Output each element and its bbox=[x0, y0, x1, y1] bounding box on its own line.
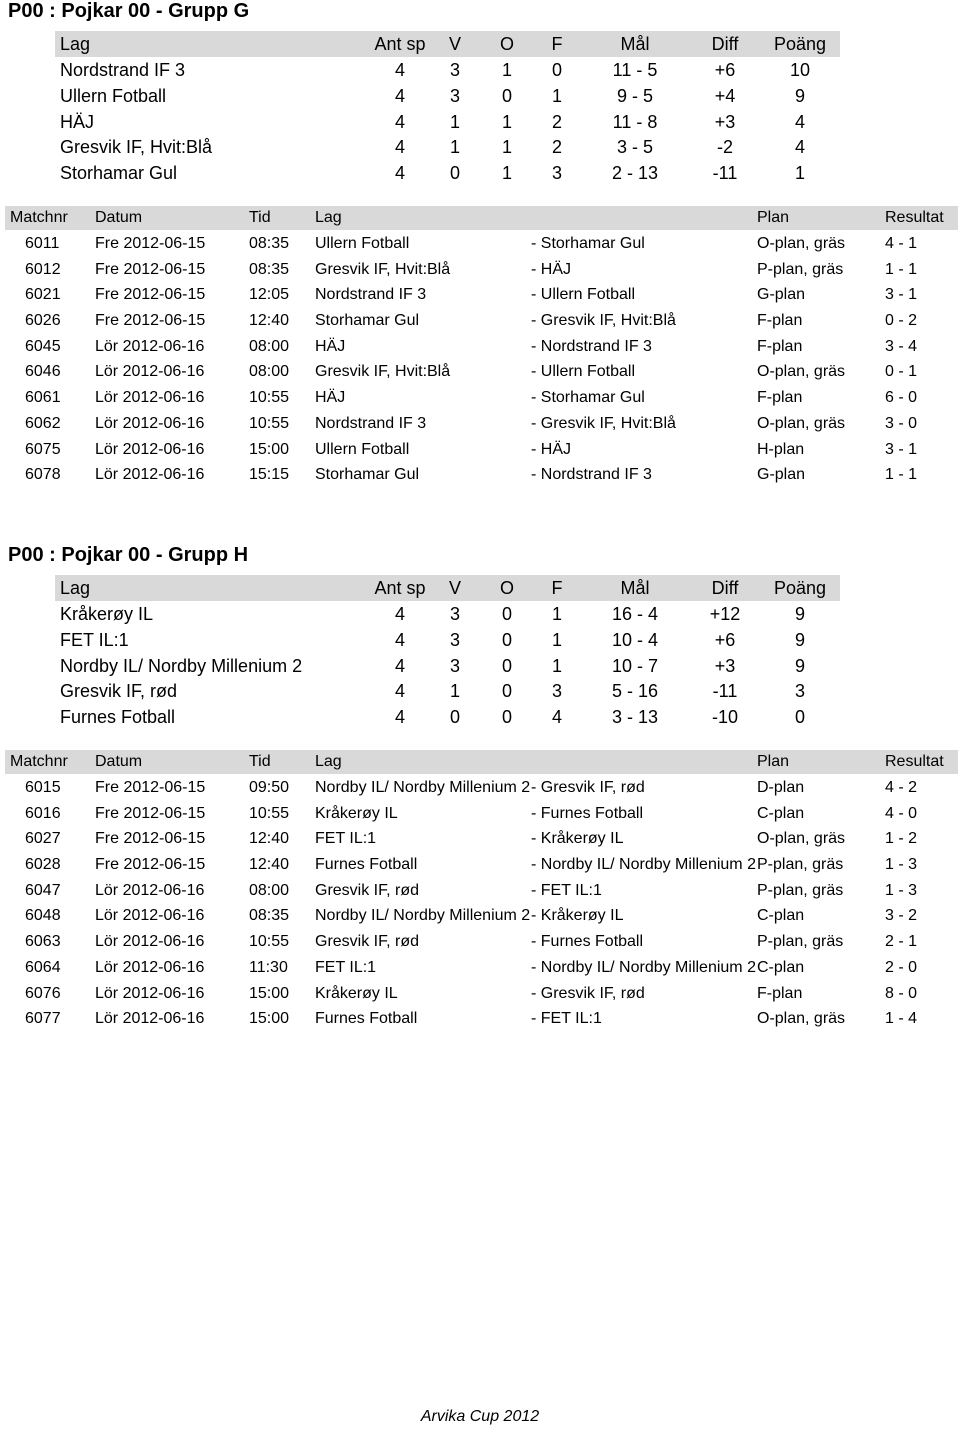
away-team-cell: - HÄJ bbox=[531, 440, 571, 458]
draws-cell: 0 bbox=[501, 681, 512, 702]
field-cell: O-plan, gräs bbox=[757, 235, 846, 252]
date-cell: Lör 2012-06-16 bbox=[95, 466, 205, 484]
points-cell: 10 bbox=[789, 60, 811, 80]
date-cell: Lör 2012-06-16 bbox=[95, 440, 205, 458]
losses-cell: 0 bbox=[551, 60, 562, 80]
goals-cell: 3 - 5 bbox=[616, 137, 654, 158]
losses-cell: 1 bbox=[551, 629, 562, 650]
losses-cell: 1 bbox=[551, 85, 562, 106]
diff-cell: -11 bbox=[712, 163, 738, 184]
result-cell: 2 - 1 bbox=[885, 933, 918, 951]
diff-cell: -11 bbox=[712, 681, 738, 702]
matchnr-cell: 6078 bbox=[25, 466, 61, 484]
match-row bbox=[5, 335, 958, 361]
date-cell: Lör 2012-06-16 bbox=[95, 958, 205, 976]
col-time: Tid bbox=[249, 209, 271, 226]
time-cell: 11:30 bbox=[249, 958, 288, 976]
diff-cell: +6 bbox=[714, 629, 736, 650]
played-cell: 4 bbox=[394, 60, 405, 80]
date-cell: Lör 2012-06-16 bbox=[95, 337, 205, 355]
wins-cell: 3 bbox=[449, 60, 460, 80]
team-cell: Kråkerøy IL bbox=[60, 604, 154, 624]
wins-cell: 0 bbox=[449, 707, 460, 728]
date-cell: Fre 2012-06-15 bbox=[95, 312, 206, 330]
draws-cell: 0 bbox=[501, 707, 512, 728]
home-team-cell: HÄJ bbox=[315, 389, 346, 407]
col-d: O bbox=[499, 34, 514, 54]
points-cell: 9 bbox=[794, 85, 805, 106]
away-team-cell: - Ullern Fotball bbox=[531, 363, 636, 381]
date-cell: Fre 2012-06-15 bbox=[95, 286, 206, 304]
field-cell: P-plan, gräs bbox=[757, 856, 844, 874]
wins-cell: 1 bbox=[449, 681, 460, 702]
date-cell: Lör 2012-06-16 bbox=[95, 1010, 205, 1028]
result-cell: 6 - 0 bbox=[885, 389, 918, 407]
away-team-cell: - Nordby IL/ Nordby Millenium 2 bbox=[531, 856, 756, 874]
home-team-cell: Nordstrand IF 3 bbox=[315, 414, 427, 432]
away-team-cell: - Nordby IL/ Nordby Millenium 2 bbox=[531, 958, 756, 976]
draws-cell: 1 bbox=[501, 60, 512, 80]
points-cell: 1 bbox=[794, 163, 805, 184]
time-cell: 12:40 bbox=[249, 312, 290, 330]
time-cell: 08:35 bbox=[249, 235, 290, 252]
col-teams: Lag bbox=[315, 209, 342, 226]
away-team-cell: - Gresvik IF, Hvit:Blå bbox=[531, 312, 676, 330]
match-row bbox=[5, 283, 958, 309]
standings-row bbox=[55, 160, 840, 186]
home-team-cell: Storhamar Gul bbox=[315, 466, 420, 484]
field-cell: D-plan bbox=[757, 779, 805, 796]
home-team-cell: Nordstrand IF 3 bbox=[315, 286, 427, 304]
team-cell: Gresvik IF, rød bbox=[60, 681, 178, 702]
played-cell: 4 bbox=[394, 163, 405, 184]
field-cell: C-plan bbox=[757, 804, 805, 822]
time-cell: 08:00 bbox=[249, 363, 290, 381]
result-cell: 3 - 1 bbox=[885, 440, 918, 458]
losses-cell: 2 bbox=[551, 137, 562, 158]
team-cell: Nordstrand IF 3 bbox=[60, 60, 186, 80]
matches-header bbox=[5, 206, 958, 230]
diff-cell: -2 bbox=[716, 137, 733, 158]
col-w: V bbox=[448, 34, 461, 54]
col-date: Datum bbox=[95, 753, 143, 770]
date-cell: Fre 2012-06-15 bbox=[95, 830, 206, 848]
away-team-cell: - Gresvik IF, rød bbox=[531, 779, 645, 796]
time-cell: 15:15 bbox=[249, 466, 290, 484]
result-cell: 3 - 2 bbox=[885, 907, 918, 925]
col-time: Tid bbox=[249, 753, 271, 770]
col-diff: Diff bbox=[711, 578, 739, 598]
away-team-cell: - FET IL:1 bbox=[531, 881, 602, 899]
matchnr-cell: 6021 bbox=[25, 286, 61, 304]
away-team-cell: - HÄJ bbox=[531, 260, 571, 278]
matchnr-cell: 6062 bbox=[25, 414, 61, 432]
away-team-cell: - Ullern Fotball bbox=[531, 286, 636, 304]
col-field: Plan bbox=[757, 209, 790, 226]
date-cell: Lör 2012-06-16 bbox=[95, 984, 205, 1002]
team-cell: HÄJ bbox=[60, 111, 95, 132]
losses-cell: 1 bbox=[551, 655, 562, 676]
col-field: Plan bbox=[757, 753, 790, 770]
home-team-cell: HÄJ bbox=[315, 337, 346, 355]
standings-row bbox=[55, 601, 840, 627]
away-team-cell: - Furnes Fotball bbox=[531, 804, 644, 822]
matchnr-cell: 6063 bbox=[25, 933, 61, 951]
points-cell: 4 bbox=[794, 137, 805, 158]
col-l: F bbox=[551, 34, 563, 54]
matchnr-cell: 6015 bbox=[25, 779, 61, 796]
field-cell: O-plan, gräs bbox=[757, 830, 846, 848]
field-cell: F-plan bbox=[757, 984, 803, 1002]
col-matchnr: Matchnr bbox=[10, 209, 68, 226]
standings-row bbox=[55, 704, 840, 730]
time-cell: 10:55 bbox=[249, 804, 290, 822]
match-row bbox=[5, 879, 958, 905]
matchnr-cell: 6028 bbox=[25, 856, 61, 874]
field-cell: C-plan bbox=[757, 907, 805, 925]
field-cell: F-plan bbox=[757, 312, 803, 330]
home-team-cell: FET IL:1 bbox=[315, 958, 377, 976]
wins-cell: 3 bbox=[449, 629, 460, 650]
time-cell: 08:00 bbox=[249, 881, 290, 899]
wins-cell: 3 bbox=[449, 604, 460, 624]
group-title: P00 : Pojkar 00 - Grupp G bbox=[8, 0, 250, 22]
col-team: Lag bbox=[60, 578, 91, 598]
matchnr-cell: 6061 bbox=[25, 389, 61, 407]
home-team-cell: Ullern Fotball bbox=[315, 235, 410, 252]
time-cell: 08:00 bbox=[249, 337, 290, 355]
match-row bbox=[5, 386, 958, 412]
col-played: Ant sp bbox=[374, 34, 426, 54]
match-row bbox=[5, 930, 958, 956]
diff-cell: +3 bbox=[714, 655, 736, 676]
date-cell: Lör 2012-06-16 bbox=[95, 881, 205, 899]
home-team-cell: Nordby IL/ Nordby Millenium 2 bbox=[315, 779, 531, 796]
home-team-cell: Gresvik IF, Hvit:Blå bbox=[315, 363, 451, 381]
match-row bbox=[5, 904, 958, 930]
result-cell: 1 - 1 bbox=[885, 466, 918, 484]
wins-cell: 3 bbox=[449, 85, 460, 106]
points-cell: 9 bbox=[794, 629, 805, 650]
points-cell: 9 bbox=[794, 655, 805, 676]
losses-cell: 2 bbox=[551, 111, 562, 132]
standings-row bbox=[55, 678, 840, 704]
field-cell: G-plan bbox=[757, 286, 806, 304]
col-points: Poäng bbox=[773, 578, 827, 598]
matchnr-cell: 6075 bbox=[25, 440, 61, 458]
time-cell: 12:40 bbox=[249, 830, 290, 848]
home-team-cell: Ullern Fotball bbox=[315, 440, 410, 458]
match-row bbox=[5, 982, 958, 1008]
matches-table bbox=[5, 750, 958, 1033]
diff-cell: +12 bbox=[709, 604, 741, 624]
match-row bbox=[5, 853, 958, 879]
away-team-cell: - Nordstrand IF 3 bbox=[531, 337, 652, 355]
match-row bbox=[5, 956, 958, 982]
time-cell: 10:55 bbox=[249, 389, 290, 407]
col-points: Poäng bbox=[773, 34, 827, 54]
result-cell: 4 - 1 bbox=[885, 235, 918, 252]
field-cell: G-plan bbox=[757, 466, 806, 484]
matchnr-cell: 6026 bbox=[25, 312, 61, 330]
standings-table bbox=[55, 575, 840, 730]
date-cell: Lör 2012-06-16 bbox=[95, 907, 205, 925]
field-cell: O-plan, gräs bbox=[757, 414, 846, 432]
standings-row bbox=[55, 109, 840, 135]
col-date: Datum bbox=[95, 209, 143, 226]
field-cell: P-plan, gräs bbox=[757, 260, 844, 278]
team-cell: Furnes Fotball bbox=[60, 707, 176, 728]
home-team-cell: Gresvik IF, rød bbox=[315, 933, 420, 951]
field-cell: F-plan bbox=[757, 389, 803, 407]
result-cell: 4 - 0 bbox=[885, 804, 918, 822]
result-cell: 1 - 2 bbox=[885, 830, 918, 848]
draws-cell: 0 bbox=[501, 85, 512, 106]
draws-cell: 1 bbox=[501, 137, 512, 158]
away-team-cell: - FET IL:1 bbox=[531, 1010, 602, 1028]
standings-table bbox=[55, 31, 840, 186]
home-team-cell: Gresvik IF, rød bbox=[315, 881, 420, 899]
matchnr-cell: 6048 bbox=[25, 907, 61, 925]
played-cell: 4 bbox=[394, 111, 405, 132]
col-matchnr: Matchnr bbox=[10, 753, 68, 770]
team-cell: Storhamar Gul bbox=[60, 163, 178, 184]
time-cell: 10:55 bbox=[249, 414, 290, 432]
match-row bbox=[5, 776, 958, 802]
col-goals: Mål bbox=[620, 34, 650, 54]
team-cell: Ullern Fotball bbox=[60, 85, 167, 106]
matchnr-cell: 6027 bbox=[25, 830, 61, 848]
result-cell: 0 - 1 bbox=[885, 363, 918, 381]
played-cell: 4 bbox=[394, 137, 405, 158]
date-cell: Lör 2012-06-16 bbox=[95, 363, 205, 381]
played-cell: 4 bbox=[394, 681, 405, 702]
match-row bbox=[5, 1007, 958, 1033]
time-cell: 08:35 bbox=[249, 260, 290, 278]
result-cell: 2 - 0 bbox=[885, 958, 918, 976]
points-cell: 0 bbox=[794, 707, 805, 728]
match-row bbox=[5, 827, 958, 853]
standings-header bbox=[55, 31, 840, 57]
home-team-cell: Gresvik IF, Hvit:Blå bbox=[315, 260, 451, 278]
match-row bbox=[5, 258, 958, 284]
played-cell: 4 bbox=[394, 85, 405, 106]
away-team-cell: - Gresvik IF, Hvit:Blå bbox=[531, 414, 676, 432]
matchnr-cell: 6064 bbox=[25, 958, 61, 976]
result-cell: 1 - 4 bbox=[885, 1010, 918, 1028]
match-row bbox=[5, 463, 958, 489]
col-team: Lag bbox=[60, 34, 91, 54]
played-cell: 4 bbox=[394, 707, 405, 728]
matches-table bbox=[5, 206, 958, 489]
standings-row bbox=[55, 627, 840, 653]
match-row bbox=[5, 360, 958, 386]
played-cell: 4 bbox=[394, 604, 405, 624]
goals-cell: 5 - 16 bbox=[611, 681, 659, 702]
diff-cell: +6 bbox=[714, 60, 736, 80]
losses-cell: 1 bbox=[551, 604, 562, 624]
matchnr-cell: 6011 bbox=[25, 235, 60, 252]
time-cell: 12:05 bbox=[249, 286, 290, 304]
goals-cell: 11 - 8 bbox=[612, 111, 658, 132]
home-team-cell: FET IL:1 bbox=[315, 830, 377, 848]
wins-cell: 3 bbox=[449, 655, 460, 676]
away-team-cell: - Storhamar Gul bbox=[531, 235, 645, 252]
matchnr-cell: 6046 bbox=[25, 363, 61, 381]
matchnr-cell: 6016 bbox=[25, 804, 61, 822]
time-cell: 08:35 bbox=[249, 907, 290, 925]
matchnr-cell: 6077 bbox=[25, 1010, 61, 1028]
time-cell: 15:00 bbox=[249, 1010, 290, 1028]
away-team-cell: - Kråkerøy IL bbox=[531, 830, 624, 848]
match-row bbox=[5, 412, 958, 438]
field-cell: O-plan, gräs bbox=[757, 363, 846, 381]
standings-row bbox=[55, 83, 840, 109]
diff-cell: -10 bbox=[711, 707, 738, 728]
home-team-cell: Storhamar Gul bbox=[315, 312, 420, 330]
footer-text: Arvika Cup 2012 bbox=[420, 1408, 540, 1425]
result-cell: 1 - 1 bbox=[885, 260, 918, 278]
standings-row bbox=[55, 134, 840, 160]
result-cell: 3 - 0 bbox=[885, 414, 918, 432]
match-row bbox=[5, 802, 958, 828]
points-cell: 9 bbox=[794, 604, 805, 624]
losses-cell: 3 bbox=[551, 681, 562, 702]
match-row bbox=[5, 309, 958, 335]
field-cell: H-plan bbox=[757, 440, 805, 458]
time-cell: 15:00 bbox=[249, 440, 290, 458]
col-result: Resultat bbox=[885, 209, 944, 226]
wins-cell: 0 bbox=[449, 163, 460, 184]
field-cell: P-plan, gräs bbox=[757, 933, 844, 951]
home-team-cell: Kråkerøy IL bbox=[315, 984, 398, 1002]
goals-cell: 10 - 7 bbox=[611, 655, 659, 676]
played-cell: 4 bbox=[394, 629, 405, 650]
goals-cell: 11 - 5 bbox=[612, 60, 658, 80]
goals-cell: 16 - 4 bbox=[611, 604, 659, 624]
col-w: V bbox=[448, 578, 461, 598]
time-cell: 09:50 bbox=[249, 779, 290, 796]
team-cell: Nordby IL/ Nordby Millenium 2 bbox=[60, 655, 303, 676]
goals-cell: 2 - 13 bbox=[611, 163, 659, 184]
group-title: P00 : Pojkar 00 - Grupp H bbox=[8, 544, 249, 566]
date-cell: Fre 2012-06-15 bbox=[95, 260, 206, 278]
col-l: F bbox=[551, 578, 563, 598]
result-cell: 8 - 0 bbox=[885, 984, 918, 1002]
date-cell: Fre 2012-06-15 bbox=[95, 779, 206, 796]
field-cell: P-plan, gräs bbox=[757, 881, 844, 899]
losses-cell: 3 bbox=[551, 163, 562, 184]
draws-cell: 0 bbox=[501, 655, 512, 676]
points-cell: 4 bbox=[794, 111, 805, 132]
date-cell: Lör 2012-06-16 bbox=[95, 414, 205, 432]
result-cell: 1 - 3 bbox=[885, 856, 918, 874]
col-result: Resultat bbox=[885, 753, 944, 770]
home-team-cell: Nordby IL/ Nordby Millenium 2 bbox=[315, 907, 531, 925]
played-cell: 4 bbox=[394, 655, 405, 676]
time-cell: 10:55 bbox=[249, 933, 290, 951]
date-cell: Fre 2012-06-15 bbox=[95, 804, 206, 822]
home-team-cell: Kråkerøy IL bbox=[315, 804, 398, 822]
draws-cell: 1 bbox=[501, 163, 512, 184]
col-goals: Mål bbox=[620, 578, 650, 598]
field-cell: F-plan bbox=[757, 337, 803, 355]
away-team-cell: - Gresvik IF, rød bbox=[531, 984, 645, 1002]
date-cell: Fre 2012-06-15 bbox=[95, 856, 206, 874]
result-cell: 1 - 3 bbox=[885, 881, 918, 899]
diff-cell: +3 bbox=[714, 111, 736, 132]
match-row bbox=[5, 232, 958, 258]
home-team-cell: Furnes Fotball bbox=[315, 856, 418, 874]
diff-cell: +4 bbox=[714, 85, 736, 106]
losses-cell: 4 bbox=[551, 707, 562, 728]
goals-cell: 3 - 13 bbox=[611, 707, 659, 728]
wins-cell: 1 bbox=[449, 111, 460, 132]
field-cell: O-plan, gräs bbox=[757, 1010, 846, 1028]
wins-cell: 1 bbox=[449, 137, 460, 158]
away-team-cell: - Furnes Fotball bbox=[531, 933, 644, 951]
goals-cell: 9 - 5 bbox=[616, 85, 654, 106]
team-cell: Gresvik IF, Hvit:Blå bbox=[60, 137, 213, 158]
match-row bbox=[5, 438, 958, 464]
standings-header bbox=[55, 575, 840, 601]
team-cell: FET IL:1 bbox=[60, 629, 129, 650]
result-cell: 3 - 4 bbox=[885, 337, 918, 355]
date-cell: Lör 2012-06-16 bbox=[95, 933, 205, 951]
matches-header bbox=[5, 750, 958, 774]
date-cell: Lör 2012-06-16 bbox=[95, 389, 205, 407]
matchnr-cell: 6076 bbox=[25, 984, 61, 1002]
result-cell: 4 - 2 bbox=[885, 779, 918, 796]
col-diff: Diff bbox=[711, 34, 739, 54]
home-team-cell: Furnes Fotball bbox=[315, 1010, 418, 1028]
standings-row bbox=[55, 653, 840, 679]
col-played: Ant sp bbox=[374, 578, 426, 598]
matchnr-cell: 6047 bbox=[25, 881, 61, 899]
time-cell: 15:00 bbox=[249, 984, 290, 1002]
time-cell: 12:40 bbox=[249, 856, 290, 874]
points-cell: 3 bbox=[794, 681, 805, 702]
draws-cell: 0 bbox=[501, 604, 512, 624]
away-team-cell: - Nordstrand IF 3 bbox=[531, 466, 652, 484]
away-team-cell: - Storhamar Gul bbox=[531, 389, 645, 407]
date-cell: Fre 2012-06-15 bbox=[95, 235, 206, 252]
col-d: O bbox=[499, 578, 514, 598]
draws-cell: 1 bbox=[501, 111, 512, 132]
standings-row bbox=[55, 57, 840, 83]
matchnr-cell: 6045 bbox=[25, 337, 61, 355]
goals-cell: 10 - 4 bbox=[611, 629, 659, 650]
field-cell: C-plan bbox=[757, 958, 805, 976]
matchnr-cell: 6012 bbox=[25, 260, 61, 278]
result-cell: 3 - 1 bbox=[885, 286, 918, 304]
result-cell: 0 - 2 bbox=[885, 312, 918, 330]
col-teams: Lag bbox=[315, 753, 342, 770]
away-team-cell: - Kråkerøy IL bbox=[531, 907, 624, 925]
draws-cell: 0 bbox=[501, 629, 512, 650]
